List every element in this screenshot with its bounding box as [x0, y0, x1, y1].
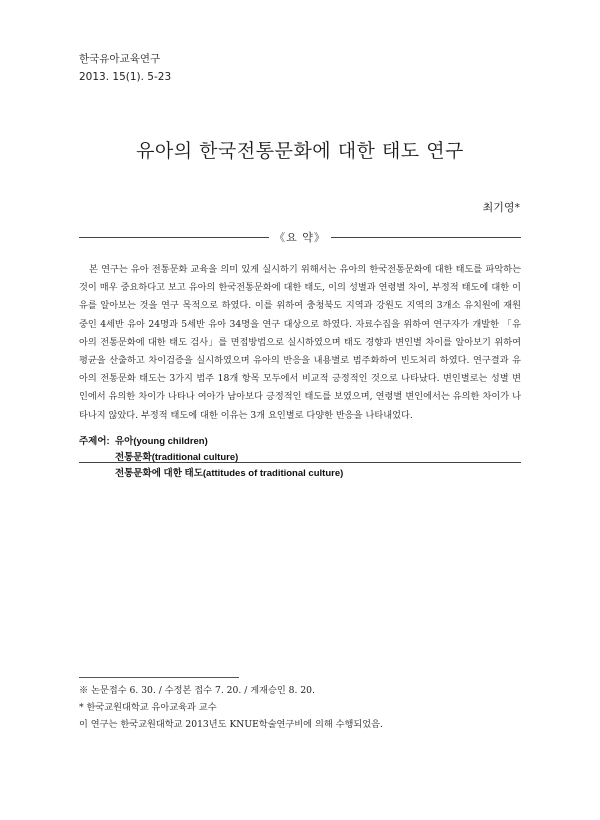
keywords-label: 주제어: [79, 436, 110, 447]
paper-title: 유아의 한국전통문화에 대한 태도 연구 [136, 140, 464, 162]
footnote-author-affiliation: * 한국교원대학교 유아교육과 교수 [79, 702, 217, 713]
journal-name: 한국유아교육연구 [79, 53, 161, 65]
footnote-funding: 이 연구는 한국교원대학교 2013년도 KNUE학술연구비에 의해 수행되었음. [79, 719, 383, 730]
footnote-rule [79, 677, 239, 678]
abstract-body: 본 연구는 유아 전통문화 교육을 의미 있게 실시하기 위해서는 유아의 한국전통문화에 대한 태도를 파악하는 것이 매우 중요하다고 보고 유아의 한국전통문화에 대한 태도, 이의 성별과 연령별 차이, 부정적 태도에 대한 이유를 알아보는 것을 연구 목적으로 하였다. 이를 위하여 충청북도 지역과 강원도 지역의 3개소 유치원에 재원 중인 4세반 유아 24명과 5세반 유아 34명을 연구 대상으로 하였다. 자료수집을 위하여 연구자가 개발한 「유아의 전통문화에 대한 태도 검사」를 면접방법으로 실시하였으며 태도 경향과 변인별 차이를 알아보기 위하여 평균을 산출하고 차이검증을 실시하였으며 유아의 반응을 내용별로 범주화하여 빈도처리 하였다. 연구결과 유아의 전통문화 태도는 3가지 범주 18개 항목 모두에서 비교적 긍정적인 것으로 나타났다. 변인별로는 성별 변인에서 유의한 차이가 나타나 여아가 남아보다 긍정적인 태도를 보였으며, 연령별 변인에서는 유의한 차이가 나타나지 않았다. 부정적 태도에 대한 이유는 3개 요인별로 다양한 반응을 나타내었다. [79, 264, 521, 421]
keywords-block [79, 434, 343, 482]
journal-header [79, 50, 171, 86]
keyword-item: 전통문화에 대한 태도(attitudes of traditional culture) [115, 468, 344, 479]
keyword-row [79, 450, 343, 466]
footnotes [79, 682, 383, 733]
keyword-row [79, 466, 343, 482]
keyword-item: 유아(young children) [115, 436, 208, 447]
author-name: 최기영* [482, 201, 520, 214]
abstract-heading: 《요 약》 [274, 231, 326, 244]
footnote-submission-dates: ※ 논문접수 6. 30. / 수정본 접수 7. 20. / 게재승인 8. 20. [79, 685, 315, 696]
keyword-row [79, 434, 343, 450]
journal-citation: 2013. 15(1). 5-23 [79, 71, 172, 83]
keyword-item: 전통문화(traditional culture) [115, 452, 239, 463]
abstract-top-rule-left [79, 237, 269, 238]
abstract-top-rule-right [331, 237, 521, 238]
